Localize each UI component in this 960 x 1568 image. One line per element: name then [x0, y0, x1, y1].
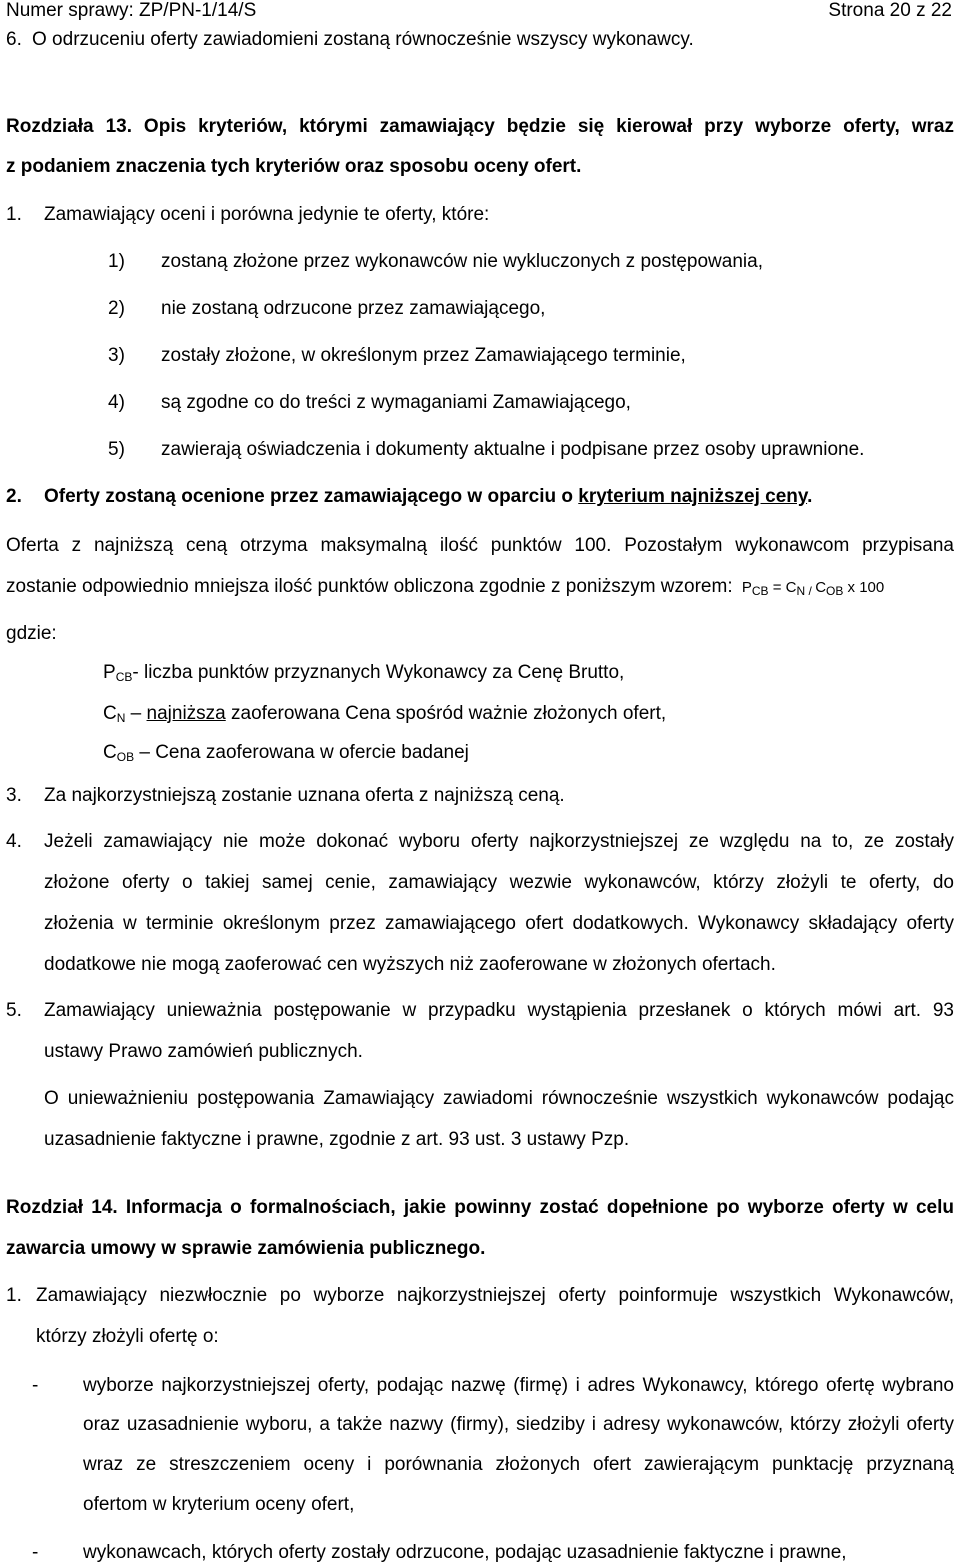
bullet-line: wykonawcach, których oferty zostały odrzucone, podając uzasadnienie faktyczne i prawne, [83, 1542, 847, 1563]
page-header [0, 0, 960, 26]
bullet-dash: - [32, 1542, 39, 1563]
section-2 [6, 485, 813, 509]
section-number: 1. [6, 204, 22, 225]
list-item [108, 297, 546, 321]
case-number: Numer sprawy: ZP/PN-1/14/S [6, 0, 257, 21]
list-item [108, 250, 763, 274]
price-formula [742, 579, 884, 596]
def-separator: – [125, 703, 147, 724]
def-symbol: C [103, 742, 117, 763]
price-paragraph-line1: Oferta z najniższą ceną otrzyma maksymalną ilość punktów 100. Pozostałym wykonawcom przypisana [6, 535, 954, 556]
criterion-lowest-price: kryterium najniższej ceny [578, 486, 808, 507]
bullet-line: wraz ze streszczeniem oceny i porównania złożonych ofert zawierającym punktację przyznaną [83, 1454, 954, 1475]
def-text: Cena zaoferowana w ofercie badanej [155, 742, 469, 763]
section-text-end: . [807, 486, 813, 507]
item-text: O odrzuceniu oferty zawiadomieni zostaną równocześnie wszyscy wykonawcy. [32, 29, 694, 50]
section-text [44, 485, 812, 509]
bullet-line: oraz uzasadnienie wyboru, a także nazwy (firmy), siedziby i adresy wykonawców, którzy złożyli oferty [83, 1414, 954, 1435]
chapter-13-heading-line1: Rozdziała 13. Opis kryteriów, którymi zamawiający będzie się kierował przy wyborze oferty, wraz [6, 116, 954, 137]
item-6 [6, 28, 694, 52]
list-item-number: 2) [108, 298, 125, 319]
price-paragraph-line2 [6, 575, 884, 600]
section-5-line: Zamawiający unieważnia postępowanie w przypadku wystąpienia przesłanek o których mówi art. 93 [44, 1000, 954, 1021]
bullet-line: wyborze najkorzystniejszej oferty, podając nazwę (firmę) i adres Wykonawcy, którego ofertę wybrano [83, 1375, 954, 1396]
list-item-text: zawierają oświadczenia i dokumenty aktualne i podpisane przez osoby uprawnione. [161, 439, 865, 460]
chapter-13-heading-line2: z podaniem znaczenia tych kryteriów oraz sposobu oceny ofert. [6, 156, 582, 177]
def-subscript: N [116, 711, 126, 725]
item-number: 6. [6, 29, 22, 50]
section-number: 2. [6, 486, 22, 507]
list-item-text: nie zostaną odrzucone przez zamawiającego, [161, 298, 546, 319]
def-symbol: P [103, 662, 116, 683]
def-separator: - [132, 662, 144, 683]
definition-cn [103, 702, 666, 726]
section-text-part: Oferty zostaną ocenione przez zamawiającego w oparciu o [44, 486, 579, 507]
formula-symbol: P [741, 579, 752, 596]
section-4-line: Jeżeli zamawiający nie może dokonać wyboru oferty najkorzystniejszej ze względu na to, ze zostały [44, 831, 954, 852]
definition-cob [103, 741, 469, 765]
list-item [108, 438, 865, 462]
def-underlined: najniższa [146, 703, 226, 724]
section-4-line: złożenia w terminie określonym przez zamawiającego ofert dodatkowych. Wykonawcy składający oferty [44, 913, 954, 934]
def-subscript: CB [115, 670, 133, 684]
def-separator: – [134, 742, 156, 763]
section-text: Za najkorzystniejszą zostanie uznana oferta z najniższą ceną. [44, 785, 565, 806]
chapter-14-heading-line1: Rozdział 14. Informacja o formalnościach, jakie powinny zostać dopełnione po wyborze oferty w celu [6, 1197, 954, 1218]
section-5-number: 5. [6, 1000, 22, 1021]
list-item-number: 3) [108, 345, 125, 366]
formula-subscript: OB [826, 584, 844, 598]
def-symbol: C [103, 703, 117, 724]
chapter-14-heading-line2: zawarcia umowy w sprawie zamówienia publicznego. [6, 1238, 486, 1259]
paragraph-text: zostanie odpowiednio mniejsza ilość punktów obliczona zgodnie z poniższym wzorem: [6, 576, 733, 597]
list-item-number: 1) [108, 251, 125, 272]
formula-tail: x 100 [843, 579, 885, 596]
list-item-text: zostaną złożone przez wykonawców nie wykluczonych z postępowania, [161, 251, 763, 272]
section-1 [6, 203, 490, 227]
bullet-line: ofertom w kryterium oceny ofert, [83, 1494, 355, 1515]
list-item-text: zostały złożone, w określonym przez Zamawiającego terminie, [161, 345, 686, 366]
where-label: gdzie: [6, 623, 57, 644]
section-4-line: dodatkowe nie mogą zaoferować cen wyższych niż zaoferowane w złożonych ofertach. [44, 954, 776, 975]
definition-pcb [103, 661, 624, 685]
section-3 [6, 784, 565, 808]
list-item-number: 5) [108, 439, 125, 460]
formula-subscript: CB [751, 584, 769, 598]
ch14-item-1-line: którzy złożyli ofertę o: [36, 1326, 219, 1347]
formula-symbol: C [815, 579, 827, 596]
def-subscript: OB [116, 750, 135, 764]
list-item [108, 344, 686, 368]
section-number: 3. [6, 785, 22, 806]
page-number: Strona 20 z 22 [828, 0, 952, 21]
formula-equals: = [768, 579, 786, 596]
list-item [108, 391, 631, 415]
section-text: Zamawiający oceni i porówna jedynie te oferty, które: [44, 204, 490, 225]
section-5-line: ustawy Prawo zamówień publicznych. [44, 1041, 363, 1062]
bullet-dash: - [32, 1375, 39, 1396]
formula-symbol: C [785, 579, 797, 596]
def-text: liczba punktów przyznanych Wykonawcy za Cenę Brutto, [143, 662, 625, 683]
list-item-text: są zgodne co do treści z wymaganiami Zamawiającego, [161, 392, 631, 413]
def-text: zaoferowana Cena spośród ważnie złożonych ofert, [225, 703, 667, 724]
formula-subscript: N / [796, 584, 816, 598]
section-4-line: złożone oferty o takiej samej cenie, zamawiający wezwie wykonawców, którzy złożyli te oferty, do [44, 872, 954, 893]
section-4-number: 4. [6, 831, 22, 852]
section-5-paragraph-line: uzasadnienie faktyczne i prawne, zgodnie z art. 93 ust. 3 ustawy Pzp. [44, 1129, 630, 1150]
section-5-paragraph-line: O unieważnieniu postępowania Zamawiający zawiadomi równocześnie wszystkich wykonawców podając [44, 1088, 954, 1109]
list-item-number: 4) [108, 392, 125, 413]
ch14-item-1-number: 1. [6, 1285, 22, 1306]
ch14-item-1-line: Zamawiający niezwłocznie po wyborze najkorzystniejszej oferty poinformuje wszystkich Wykonawców, [36, 1285, 954, 1306]
